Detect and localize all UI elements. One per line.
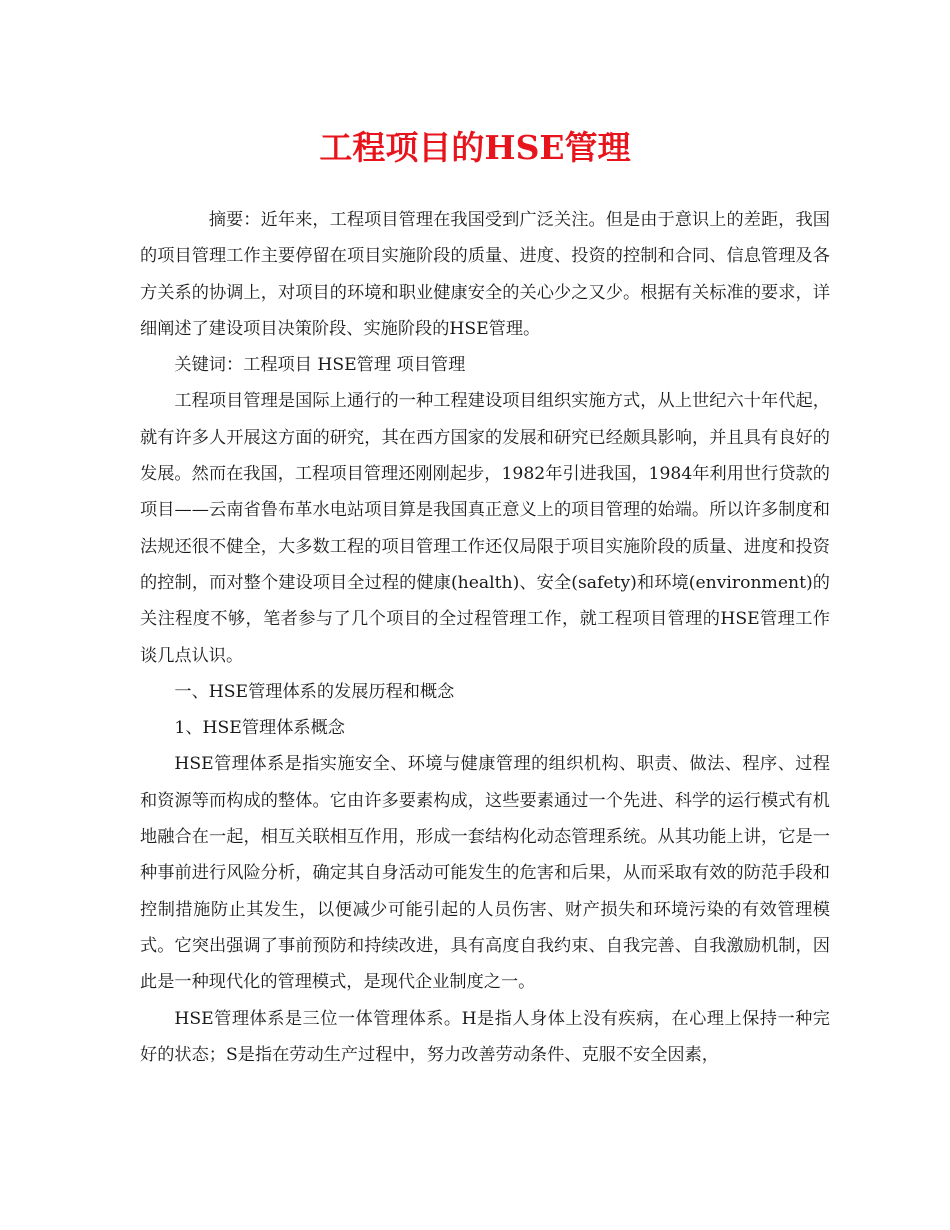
body-paragraph: HSE管理体系是指实施安全、环境与健康管理的组织机构、职责、做法、程序、过程和资源等而构成的整体。它由许多要素构成，这些要素通过一个先进、科学的运行模式有机地融合在一起，相互关联相互作用，形成一套结构化动态管理系统。从其功能上讲，它是一种事前进行风险分析，确定其自身活动可能发生的危害和后果，从而采取有效的防范手段和控制措施防止其发生，以便减少可能引起的人员伤害、财产损失和环境污染的有效管理模式。它突出强调了事前预防和持续改进，具有高度自我约束、自我完善、自我激励机制，因此是一种现代化的管理模式，是现代企业制度之一。 xyxy=(140,754,830,993)
intro-paragraph: 工程项目管理是国际上通行的一种工程建设项目组织实施方式，从上世纪六十年代起，就有许多人开展这方面的研究，其在西方国家的发展和研究已经颇具影响，并且具有良好的发展。然而在我国，工程项目管理还刚刚起步，1982年引进我国，1984年利用世行贷款的项目——云南省鲁布革水电站项目算是我国真正意义上的项目管理的始端。所以许多制度和法规还很不健全，大多数工程的项目管理工作还仅局限于项目实施阶段的质量、进度和投资的控制，而对整个建设项目全过程的健康(health)、安全(safety)和环境(environment)的关注程度不够，笔者参与了几个项目的全过程管理工作，就工程项目管理的HSE管理工作谈几点认识。 xyxy=(140,391,830,666)
body-paragraph: HSE管理体系是三位一体管理体系。H是指人身体上没有疾病，在心理上保持一种完好的状态；S是指在劳动生产过程中，努力改善劳动条件、克服不安全因素， xyxy=(140,1008,830,1065)
abstract-paragraph: 摘要：近年来，工程项目管理在我国受到广泛关注。但是由于意识上的差距，我国的项目管理工作主要停留在项目实施阶段的质量、进度、投资的控制和合同、信息管理及各方关系的协调上，对项目的环境和职业健康安全的关心少之又少。根据有关标准的要求，详细阐述了建设项目决策阶段、实施阶段的HSE管理。 xyxy=(140,210,830,339)
document-body xyxy=(140,202,830,1073)
subsection-heading-1-1: 1、HSE管理体系概念 xyxy=(174,718,345,739)
keywords-paragraph: 关键词：工程项目 HSE管理 项目管理 xyxy=(174,355,466,376)
section-heading-1: 一、HSE管理体系的发展历程和概念 xyxy=(174,681,455,702)
document-title: 工程项目的HSE管理 xyxy=(319,128,631,167)
